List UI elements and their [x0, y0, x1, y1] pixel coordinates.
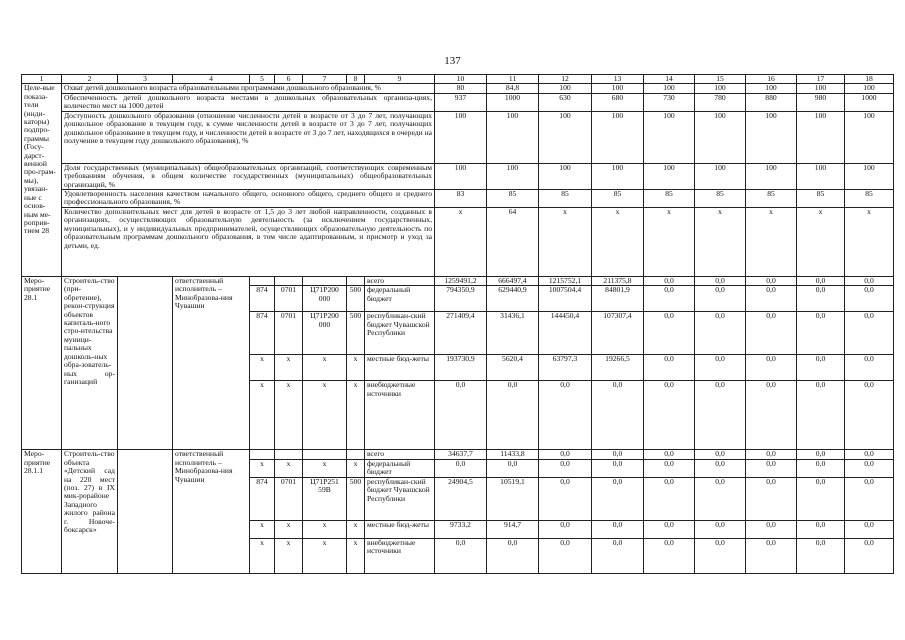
funding-value: 211375,8 [592, 277, 644, 286]
funding-value: 144450,4 [539, 312, 592, 355]
budget-code: x [275, 381, 303, 450]
column-number: 1 [22, 75, 62, 84]
indicator-value: x [592, 208, 644, 277]
funding-value: 10519,1 [487, 477, 539, 520]
funding-value: 794350,9 [435, 286, 487, 312]
funding-value: 0,0 [845, 538, 894, 573]
column-number: 4 [173, 75, 250, 84]
column-number: 8 [347, 75, 365, 84]
funding-value: 0,0 [845, 450, 894, 459]
measure-label: Меро-приятие 28.1.1 [22, 450, 62, 573]
measure-executor: ответственный исполнитель – Минобразова-ния Чувашии [173, 450, 250, 573]
indicator-text: Охват детей дошкольного возраста образовательными программами дошкольного образования, % [62, 84, 435, 93]
budget-code: x [347, 381, 365, 450]
funding-value: 0,0 [695, 520, 746, 538]
budget-code: x [303, 538, 347, 573]
budget-code: x [250, 355, 275, 381]
funding-value: 0,0 [539, 520, 592, 538]
funding-value: 9733,2 [435, 520, 487, 538]
budget-code [250, 450, 275, 459]
indicators-label: Целе-вые показа-тели (инди-каторы) подпро-граммы (Госу-дарст-венной про-грам-мы), увязан-ные с основ-ным ме-роприя-тием 28 [22, 84, 62, 277]
budget-code: 500 [347, 312, 365, 355]
funding-value: 0,0 [746, 538, 797, 573]
funding-value: 0,0 [695, 381, 746, 450]
column-number: 17 [797, 75, 845, 84]
indicator-value: 1000 [845, 93, 894, 111]
column-number: 9 [365, 75, 435, 84]
measure-label: Меро-приятие 28.1 [22, 277, 62, 450]
indicator-text: Количество дополнительных мест для детей в возрасте от 1,5 до 3 лет любой направленности, созданных в организациях, осуществляющих образовательную деятельность (за исключением государственных, муниципальных), и у индивидуальных предпринимателей, осуществляющих образовательную деятельность по образовательным программам дошкольного образования, в том числе адаптированным, и присмотр и уход за детьми, ед. [62, 208, 435, 277]
budget-code: x [250, 520, 275, 538]
funding-value: 0,0 [797, 381, 845, 450]
indicator-text: Обеспеченность детей дошкольного возраста местами в дошкольных образовательных организа-циях, количество мест на 1000 детей [62, 93, 435, 111]
indicator-text: Доля государственных (муниципальных) общеобразовательных организаций, соответствующих современным требованиям обучения, в общем количестве государственных (муниципальных) общеобразовательных организаций, % [62, 163, 435, 189]
budget-code: x [250, 459, 275, 477]
indicator-value: 100 [592, 111, 644, 163]
funding-value: 0,0 [845, 381, 894, 450]
funding-value: 0,0 [845, 312, 894, 355]
budget-code: 874 [250, 286, 275, 312]
indicator-value: 100 [539, 163, 592, 189]
funding-value: 0,0 [797, 355, 845, 381]
funding-value: 0,0 [845, 277, 894, 286]
indicator-row [22, 84, 894, 93]
indicator-value: 100 [435, 163, 487, 189]
funding-source: внебюджетные источники [365, 381, 435, 450]
indicator-value: 680 [592, 93, 644, 111]
column-number-row [22, 75, 894, 84]
funding-value: 0,0 [592, 538, 644, 573]
funding-value: 0,0 [644, 286, 695, 312]
budget-code: x [250, 538, 275, 573]
indicator-value: 100 [695, 163, 746, 189]
budget-code: x [250, 381, 275, 450]
budget-code: x [303, 520, 347, 538]
budget-code: Ц71Р200 000 [303, 286, 347, 312]
empty-cell [118, 277, 173, 450]
page-number: 137 [444, 55, 461, 67]
indicator-value: 100 [539, 111, 592, 163]
column-number: 16 [746, 75, 797, 84]
indicator-value: 85 [592, 190, 644, 208]
budget-code: x [303, 459, 347, 477]
column-number: 12 [539, 75, 592, 84]
budget-code [347, 277, 365, 286]
budget-code [347, 450, 365, 459]
funding-value: 0,0 [845, 477, 894, 520]
budget-code: 874 [250, 477, 275, 520]
indicator-value: 64 [487, 208, 539, 277]
funding-value: 0,0 [592, 450, 644, 459]
funding-value: 0,0 [695, 477, 746, 520]
funding-source: федеральный бюджет [365, 459, 435, 477]
indicator-text: Доступность дошкольного образования (отношение численности детей в возрасте от 3 до 7 лет, получающих дошкольное образование в текущем году, к сумме численности детей в возрасте от 3 до 7 лет, получающих дошкольное образование в текущем году, и численности детей в возрасте от 3 до 7 лет, находящихся в очереди на получение в текущем году дошкольного образования), % [62, 111, 435, 163]
indicator-row [22, 93, 894, 111]
funding-value: 0,0 [746, 312, 797, 355]
indicator-value: 100 [845, 163, 894, 189]
funding-value: 0,0 [845, 286, 894, 312]
funding-value: 666497,4 [487, 277, 539, 286]
funding-value: 0,0 [797, 477, 845, 520]
funding-value: 1007504,4 [539, 286, 592, 312]
indicator-value: 85 [644, 190, 695, 208]
table-body [22, 75, 894, 574]
indicator-value: 83 [435, 190, 487, 208]
funding-value: 0,0 [746, 459, 797, 477]
indicator-value: 85 [539, 190, 592, 208]
indicator-value: x [797, 208, 845, 277]
funding-value: 0,0 [845, 459, 894, 477]
indicator-value: 100 [539, 84, 592, 93]
funding-source: внебюджетные источники [365, 538, 435, 573]
funding-value: 0,0 [644, 450, 695, 459]
indicator-value: 630 [539, 93, 592, 111]
indicator-value: 730 [644, 93, 695, 111]
funding-value: 0,0 [797, 520, 845, 538]
funding-value: 0,0 [695, 312, 746, 355]
indicator-row [22, 208, 894, 277]
funding-value: 0,0 [695, 355, 746, 381]
funding-value: 0,0 [644, 520, 695, 538]
indicator-value: 100 [797, 111, 845, 163]
funding-value: 0,0 [797, 277, 845, 286]
budget-code [275, 450, 303, 459]
funding-value: 0,0 [695, 459, 746, 477]
indicator-value: 85 [746, 190, 797, 208]
indicator-value: 100 [845, 84, 894, 93]
funding-value: 0,0 [644, 459, 695, 477]
funding-value: 0,0 [845, 520, 894, 538]
column-number: 7 [303, 75, 347, 84]
program-table [21, 74, 894, 574]
funding-value: 0,0 [797, 459, 845, 477]
funding-value: 24904,5 [435, 477, 487, 520]
indicator-value: 100 [592, 163, 644, 189]
indicator-value: 100 [845, 111, 894, 163]
budget-code: Ц71Р200 000 [303, 312, 347, 355]
funding-value: 34637,7 [435, 450, 487, 459]
column-number: 18 [845, 75, 894, 84]
funding-value: 1215752,1 [539, 277, 592, 286]
budget-code: x [347, 459, 365, 477]
funding-value: 0,0 [695, 450, 746, 459]
funding-value: 0,0 [695, 286, 746, 312]
funding-source: республикан-ский бюджет Чувашской Республики [365, 312, 435, 355]
indicator-value: 85 [695, 190, 746, 208]
indicator-value: x [695, 208, 746, 277]
budget-code: 500 [347, 477, 365, 520]
funding-value: 0,0 [487, 459, 539, 477]
funding-value: 84801,9 [592, 286, 644, 312]
funding-source: республикан-ский бюджет Чувашской Республики [365, 477, 435, 520]
funding-value: 0,0 [746, 381, 797, 450]
budget-code: x [347, 538, 365, 573]
funding-value: 0,0 [487, 381, 539, 450]
budget-code [303, 277, 347, 286]
funding-value: 0,0 [746, 355, 797, 381]
indicator-value: 100 [695, 84, 746, 93]
budget-code: x [303, 355, 347, 381]
indicator-value: x [644, 208, 695, 277]
funding-value: 0,0 [644, 477, 695, 520]
funding-value: 0,0 [435, 538, 487, 573]
funding-value: 914,7 [487, 520, 539, 538]
budget-code: 0701 [275, 477, 303, 520]
funding-value: 0,0 [592, 459, 644, 477]
funding-source: местные бюд-жеты [365, 520, 435, 538]
column-number: 6 [275, 75, 303, 84]
indicator-value: 100 [644, 111, 695, 163]
funding-value: 0,0 [746, 277, 797, 286]
indicator-value: x [746, 208, 797, 277]
indicator-value: 937 [435, 93, 487, 111]
indicator-value: 780 [695, 93, 746, 111]
funding-value: 0,0 [644, 312, 695, 355]
indicator-value: 880 [746, 93, 797, 111]
funding-value: 5620,4 [487, 355, 539, 381]
funding-value: 0,0 [644, 355, 695, 381]
funding-value: 31436,1 [487, 312, 539, 355]
budget-code: 0701 [275, 312, 303, 355]
budget-code [250, 277, 275, 286]
indicator-value: x [539, 208, 592, 277]
funding-value: 0,0 [797, 538, 845, 573]
funding-value: 193730,9 [435, 355, 487, 381]
funding-value: 271409,4 [435, 312, 487, 355]
budget-code: x [347, 520, 365, 538]
funding-value: 0,0 [797, 312, 845, 355]
funding-value: 0,0 [644, 381, 695, 450]
budget-code: x [275, 538, 303, 573]
funding-value: 0,0 [746, 450, 797, 459]
funding-value: 0,0 [539, 459, 592, 477]
budget-code: 0701 [275, 286, 303, 312]
funding-value: 0,0 [592, 520, 644, 538]
indicator-value: x [845, 208, 894, 277]
funding-source: федеральный бюджет [365, 286, 435, 312]
indicator-value: 100 [487, 163, 539, 189]
budget-code [275, 277, 303, 286]
funding-value: 0,0 [644, 538, 695, 573]
funding-source: местные бюд-жеты [365, 355, 435, 381]
indicator-value: 100 [592, 84, 644, 93]
funding-value: 0,0 [797, 286, 845, 312]
measure-name: Строитель-ство объекта «Детский сад на 220 мест (поз. 27) в IX мик-рорайоне Западного жилого района г. Новоче-боксарск» [62, 450, 118, 573]
budget-code: x [347, 355, 365, 381]
funding-value: 0,0 [845, 355, 894, 381]
indicator-value: 100 [746, 111, 797, 163]
column-number: 2 [62, 75, 118, 84]
column-number: 3 [118, 75, 173, 84]
budget-code: 500 [347, 286, 365, 312]
funding-value: 1259491,2 [435, 277, 487, 286]
funding-value: 0,0 [539, 538, 592, 573]
column-number: 10 [435, 75, 487, 84]
indicator-value: 100 [797, 163, 845, 189]
funding-value: 19266,5 [592, 355, 644, 381]
funding-source: всего [365, 450, 435, 459]
funding-value: 0,0 [797, 450, 845, 459]
indicator-value: 100 [435, 111, 487, 163]
funding-value: 0,0 [746, 477, 797, 520]
funding-value: 0,0 [644, 277, 695, 286]
empty-cell [118, 450, 173, 573]
indicator-value: 100 [487, 111, 539, 163]
funding-value: 629440,9 [487, 286, 539, 312]
funding-value: 0,0 [695, 538, 746, 573]
funding-value: 11433,8 [487, 450, 539, 459]
column-number: 5 [250, 75, 275, 84]
funding-value: 0,0 [539, 381, 592, 450]
funding-value: 0,0 [539, 450, 592, 459]
indicator-row [22, 163, 894, 189]
indicator-value: 100 [695, 111, 746, 163]
funding-value: 0,0 [746, 286, 797, 312]
indicator-value: 100 [644, 84, 695, 93]
funding-value: 107307,4 [592, 312, 644, 355]
indicator-value: 1000 [487, 93, 539, 111]
funding-value: 0,0 [592, 477, 644, 520]
funding-source: всего [365, 277, 435, 286]
indicator-value: 80 [435, 84, 487, 93]
funding-value: 0,0 [695, 277, 746, 286]
indicator-row [22, 111, 894, 163]
funding-value: 0,0 [487, 538, 539, 573]
funding-value: 0,0 [539, 477, 592, 520]
indicator-text: Удовлетворенность населения качеством начального общего, основного общего, среднего общего и среднего профессионального образования, % [62, 190, 435, 208]
measure-name: Строитель-ство (при-обретение), рекон-струкция объектов капиталь-ного стро-ительства муници-пальных дошколь-ных обра-зователь-ных ор-ганизаций [62, 277, 118, 450]
indicator-row [22, 190, 894, 208]
funding-value: 0,0 [435, 459, 487, 477]
measure-executor: ответственный исполнитель – Минобразова-ния Чувашии [173, 277, 250, 450]
column-number: 13 [592, 75, 644, 84]
column-number: 11 [487, 75, 539, 84]
indicator-value: 100 [797, 84, 845, 93]
funding-value: 63797,3 [539, 355, 592, 381]
budget-code: x [275, 459, 303, 477]
indicator-value: 100 [746, 84, 797, 93]
finance-row [22, 277, 894, 286]
indicator-value: 980 [797, 93, 845, 111]
indicator-value: 85 [487, 190, 539, 208]
budget-code: Ц71Р251 59В [303, 477, 347, 520]
column-number: 15 [695, 75, 746, 84]
budget-code: x [275, 520, 303, 538]
indicator-value: 84,8 [487, 84, 539, 93]
budget-code: x [275, 355, 303, 381]
indicator-value: 85 [797, 190, 845, 208]
indicator-value: 100 [644, 163, 695, 189]
budget-code [303, 450, 347, 459]
budget-code: 874 [250, 312, 275, 355]
indicator-value: 85 [845, 190, 894, 208]
funding-value: 0,0 [746, 520, 797, 538]
indicator-value: 100 [746, 163, 797, 189]
indicator-value: x [435, 208, 487, 277]
funding-value: 0,0 [435, 381, 487, 450]
budget-code: x [303, 381, 347, 450]
funding-value: 0,0 [592, 381, 644, 450]
finance-row [22, 450, 894, 459]
column-number: 14 [644, 75, 695, 84]
